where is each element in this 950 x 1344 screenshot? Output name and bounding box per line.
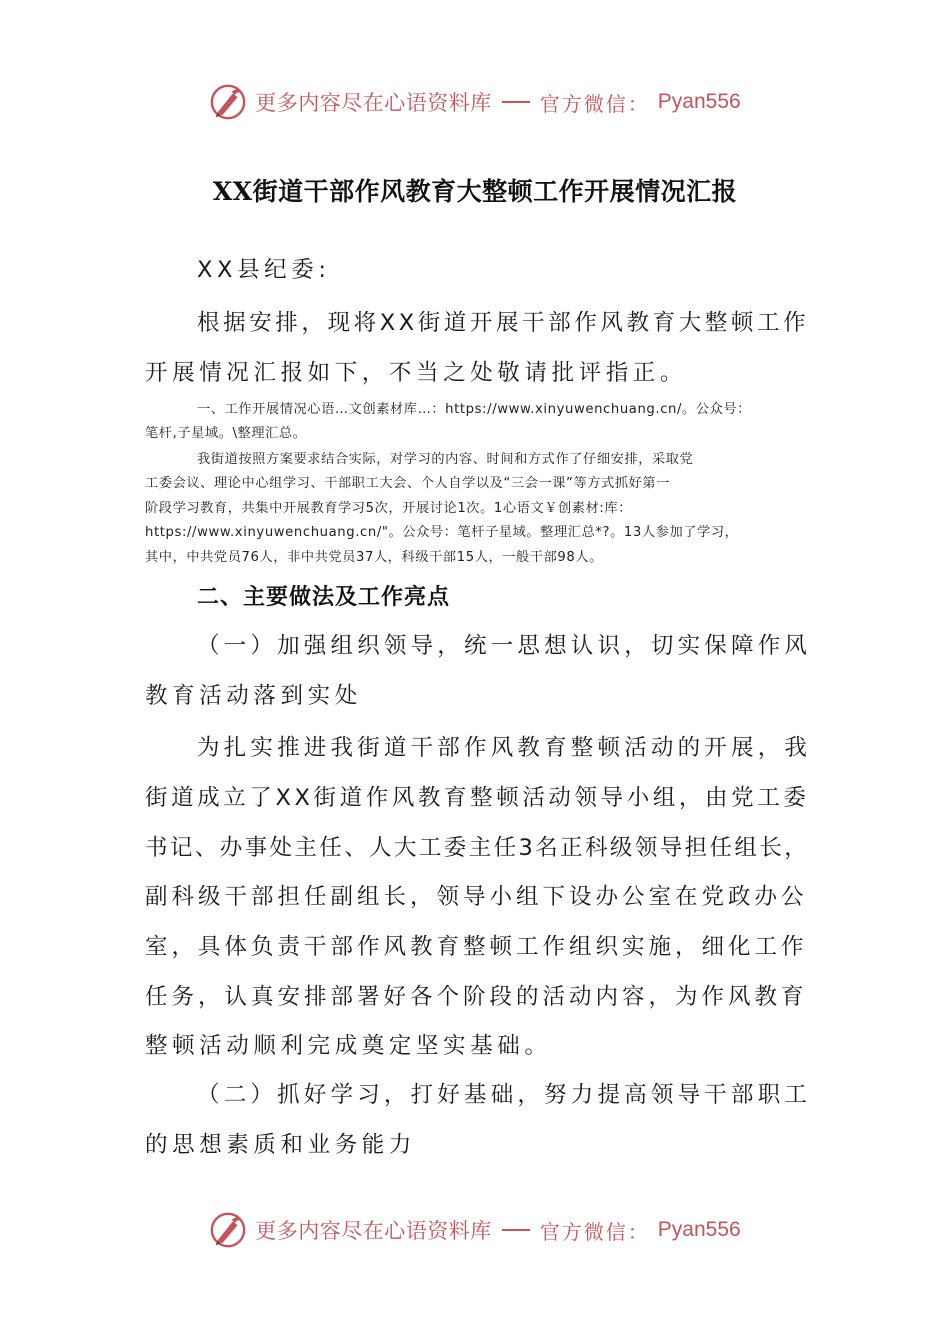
watermark-dash [502, 101, 530, 103]
watermark-banner-top [0, 80, 950, 124]
section1-line: 笔杆,子星域。\整理汇总。 [145, 426, 307, 441]
watermark-text: 更多内容尽在心语资料库 [255, 91, 492, 115]
section1-line: 其中，中共党员76人，非中共党员37人，科级干部15人，一般干部98人。 [145, 550, 603, 565]
watermark-banner-bottom [0, 1208, 950, 1252]
intro-line: 开展情况汇报如下，不当之处敬请批评指正。 [145, 360, 688, 386]
watermark-wechat-label: 官方微信： [539, 1219, 650, 1244]
body-line: 书记、办事处主任、人大工委主任3名正科级领导担任组长， [145, 835, 810, 861]
watermark-text: 更多内容尽在心语资料库 [255, 1219, 492, 1243]
subheading-2-line: （二）抓好学习，打好基础，努力提高领导干部职工 [197, 1082, 812, 1108]
body-line: 副科级干部担任副组长，领导小组下设办公室在党政办公 [145, 884, 808, 910]
section1-line: 阶段学习教育，共集中开展教育学习5次，开展讨论1次。1心语文￥创素材:库： [145, 501, 632, 516]
body-line: 街道成立了XX街道作风教育整顿活动领导小组，由党工委 [145, 785, 810, 811]
section1-line: 我街道按照方案要求结合实际，对学习的内容、时间和方式作了仔细安排，采取党 [197, 452, 694, 467]
intro-line: 根据安排，现将XX街道开展干部作风教育大整顿工作 [197, 310, 810, 336]
body-line: 整顿活动顺利完成奠定坚实基础。 [145, 1033, 552, 1059]
section1-line: 一、工作开展情况心语…文创素材库…：https://www.xinyuwenchuang.cn/。公众号： [197, 402, 751, 417]
body-line: 任务，认真安排部署好各个阶段的活动内容，为作风教育 [145, 984, 808, 1010]
body-line: 为扎实推进我街道干部作风教育整顿活动的开展，我 [197, 735, 812, 761]
pen-logo-icon [209, 1211, 247, 1249]
subheading-1-line: （一）加强组织领导，统一思想认识，切实保障作风 [197, 633, 812, 659]
subheading-1-line: 教育活动落到实处 [145, 683, 362, 709]
watermark-wechat-label: 官方微信： [539, 91, 650, 116]
watermark-dash [502, 1229, 530, 1231]
subheading-2-line: 的思想素质和业务能力 [145, 1132, 417, 1158]
section1-line: https://www.xinyuwenchuang.cn/"。公众号：笔杆子星域。整理汇总*?。13人参加了学习， [145, 525, 739, 540]
pen-logo-icon [209, 83, 247, 121]
document-title: XX街道干部作风教育大整顿工作开展情况汇报 [212, 177, 738, 206]
watermark-wechat-id: Pyan556 [657, 90, 741, 113]
section1-line: 工委会议、理论中心组学习、干部职工大会、个人自学以及“三会一课”等方式抓好第一 [145, 476, 670, 491]
body-line: 室，具体负责干部作风教育整顿工作组织实施，细化工作 [145, 934, 808, 960]
section2-heading: 二、主要做法及工作亮点 [197, 585, 451, 610]
salutation: XX县纪委: [197, 257, 331, 283]
watermark-wechat-id: Pyan556 [657, 1218, 741, 1241]
